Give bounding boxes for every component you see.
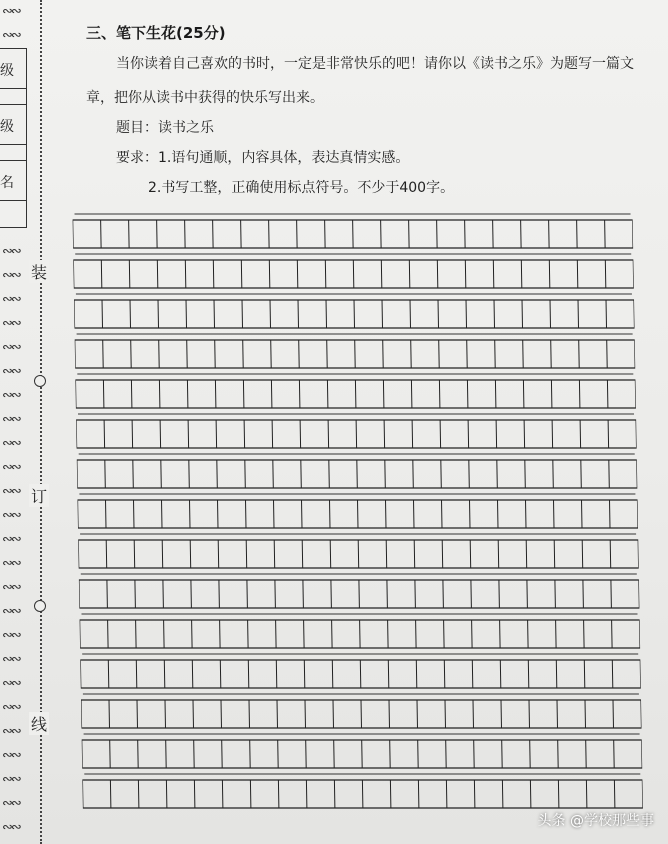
- wave-border-icon: ∾∾: [2, 508, 20, 523]
- prompt-line-1: 当你读着自己喜欢的书时，一定是非常快乐的吧！请你以《读书之乐》为题写一篇文: [116, 56, 634, 72]
- grid-row[interactable]: [80, 654, 641, 688]
- wave-border-icon: ∾∾: [2, 796, 20, 811]
- grid-row[interactable]: [79, 574, 640, 608]
- grid-row[interactable]: [78, 534, 639, 568]
- wave-border-icon: ∾∾: [2, 580, 20, 595]
- wave-border-icon: ∾∾: [2, 772, 20, 787]
- name-label-box: [0, 160, 27, 202]
- wave-border-icon: ∾∾: [2, 556, 20, 571]
- wave-border-icon: ∾∾: [2, 244, 20, 259]
- wave-border-icon: ∾∾: [2, 820, 20, 835]
- writing-grid[interactable]: [72, 212, 643, 844]
- wave-border-icon: ∾∾: [2, 28, 20, 43]
- class-field-box: [0, 48, 27, 90]
- grid-row[interactable]: [75, 334, 636, 368]
- grid-row[interactable]: [80, 614, 641, 648]
- section-title: 三、笔下生花(25分): [86, 24, 226, 42]
- wave-border-icon: ∾∾: [2, 700, 20, 715]
- grid-row[interactable]: [73, 254, 634, 288]
- wave-border-icon: ∾∾: [2, 388, 20, 403]
- wave-border-icon: ∾∾: [2, 340, 20, 355]
- wave-border-icon: ∾∾: [2, 604, 20, 619]
- bind-char-zhuang: 装: [29, 260, 49, 283]
- class-field-label: 级: [0, 63, 14, 79]
- grid-row[interactable]: [82, 734, 643, 768]
- grid-row[interactable]: [81, 694, 642, 728]
- wave-border-icon: ∾∾: [2, 628, 20, 643]
- wave-border-icon: ∾∾: [2, 4, 20, 19]
- grade-field-label: 级: [0, 119, 14, 135]
- wave-border-icon: ∾∾: [2, 436, 20, 451]
- grid-row[interactable]: [77, 454, 638, 488]
- grid-row[interactable]: [75, 374, 636, 408]
- watermark: 头条 @学校那些事: [537, 813, 654, 829]
- grid-row[interactable]: [74, 294, 635, 328]
- name-field-label: 名: [0, 175, 14, 191]
- bind-char-xian: 线: [29, 712, 49, 735]
- topic-line: 题目：读书之乐: [116, 120, 214, 136]
- wave-border-icon: ∾∾: [2, 460, 20, 475]
- wave-border-icon: ∾∾: [2, 532, 20, 547]
- wave-border-icon: ∾∾: [2, 748, 20, 763]
- binding-hole-icon: [34, 375, 46, 387]
- wave-border-icon: ∾∾: [2, 364, 20, 379]
- wave-border-icon: ∾∾: [2, 412, 20, 427]
- wave-border-icon: ∾∾: [2, 676, 20, 691]
- grid-row[interactable]: [76, 414, 637, 448]
- wave-border-icon: ∾∾: [2, 268, 20, 283]
- prompt-line-2: 章，把你从读书中获得的快乐写出来。: [86, 90, 324, 106]
- field-box-bottom: [0, 200, 27, 228]
- requirement-1: 要求：1.语句通顺，内容具体，表达真情实感。: [116, 150, 410, 166]
- grid-row[interactable]: [82, 774, 643, 808]
- grid-row[interactable]: [77, 494, 638, 528]
- binding-hole-icon: [34, 600, 46, 612]
- wave-border-icon: ∾∾: [2, 316, 20, 331]
- requirement-2: 2.书写工整，正确使用标点符号。不少于400字。: [148, 180, 455, 196]
- wave-border-icon: ∾∾: [2, 652, 20, 667]
- grade-label-box: [0, 104, 27, 146]
- binding-strip: [0, 0, 50, 844]
- wave-border-icon: ∾∾: [2, 292, 20, 307]
- bind-char-ding: 订: [29, 484, 49, 507]
- wave-border-icon: ∾∾: [2, 724, 20, 739]
- wave-border-icon: ∾∾: [2, 484, 20, 499]
- grid-row[interactable]: [73, 214, 634, 248]
